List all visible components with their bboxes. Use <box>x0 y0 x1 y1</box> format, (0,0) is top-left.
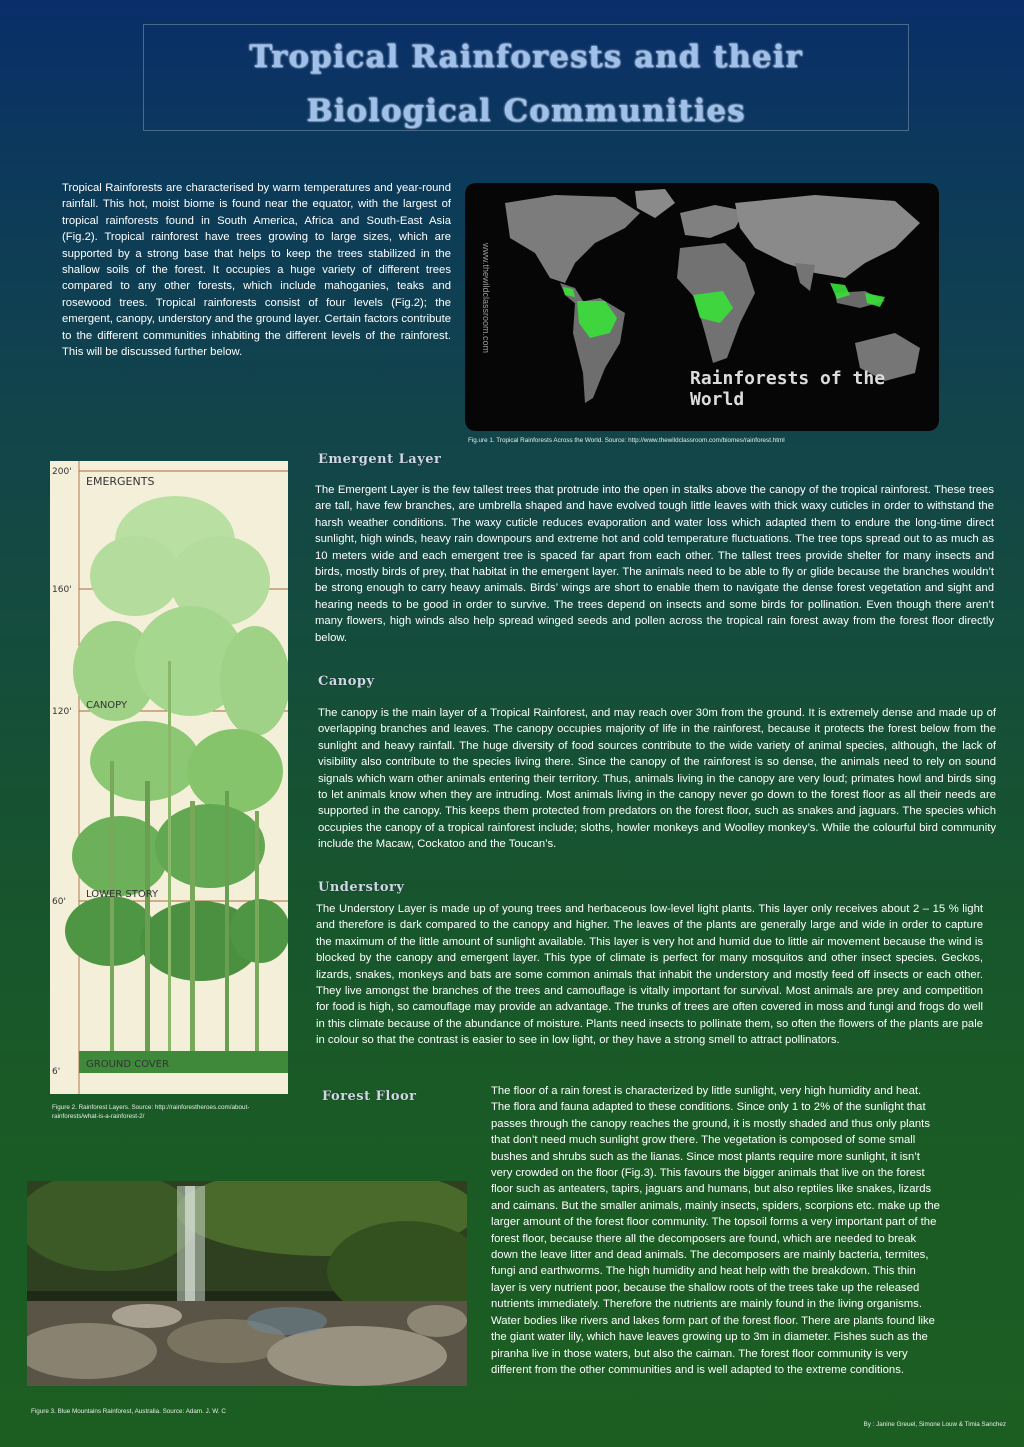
height-160: 160' <box>52 585 72 595</box>
label-emergents: EMERGENTS <box>86 475 155 488</box>
forest-floor-paragraph: The floor of a rain forest is characterized by little sunlight, very high humidity and heat. The flora and fauna adapted to these conditions. Since only 1 to 2% of the sunlight that passes through the canopy reaches the ground, it is mostly shaded and thus only plants that don’t need much sunlight grow there. The vegetation is composed of some small bushes and shrubs such as the lianas. Since most plants require more sunlight, it isn’t very crowded on the floor (Fig.3). This favours the bigger animals that live on the forest floor such as anteaters, tapirs, jaguars and humans, but also reptiles like snakes, lizards and caimans. But the smaller animals, mainly insects, spiders, scorpions etc. make up the larger amount of the forest floor community. The topsoil forms a very important part of the forest floor, because there all the decomposers are found, which are needed to break down the leave litter and dead animals. The decomposers are mainly bacteria, termites, fungi and earthworms. The high humidity and heat help with the breakdown. This thin layer is very nutrient poor, because the shallow roots of the trees take up the released nutrients immediately. Therefore the nutrients are mainly found in the living organisms. Water bodies like rivers and lakes form part of the forest floor. There are plants found like the giant water lily, which have leaves growing up to 3m in diameter. Fishes such as the piranha live in those waters, but also the caiman. The forest floor community is very different from the other communities and is well adapted to the extreme conditions. <box>491 1085 940 1376</box>
height-200: 200' <box>52 467 72 477</box>
rainforest-layers-figure <box>50 461 288 1094</box>
page-title-line-1: Tropical Rainforests and their <box>249 39 803 75</box>
height-120: 120' <box>52 707 72 717</box>
height-60: 60' <box>52 897 66 907</box>
heading-forest-floor: Forest Floor <box>322 1089 417 1104</box>
intro-paragraph: Tropical Rainforests are characterised by warm temperatures and year-round rainfall. This hot, moist biome is found near the equator, with the largest of tropical rainforests found in South America, Africa and South-East Asia (Fig.2). Tropical rainforest have trees growing to large sizes, which are supported by a strong base that helps to keep the trees stabilized in the shallow soils of the forest. It occupies a huge variety of different trees compared to any other forests, which include mahoganies, teaks and rosewood trees. Tropical rainforests consist of four levels (Fig.2); the emergent, canopy, understory and the ground layer. Certain factors contribute to the different communities inhabiting the different levels of the rainforest. This will be discussed further below. <box>62 182 451 359</box>
page-title-line-2: Biological Communities <box>306 93 746 129</box>
understory-paragraph: The Understory Layer is made up of young trees and herbaceous low-level light plants. This layer only receives about 2 – 15 % light and therefore is dark compared to the canopy and higher. The leaves of the plants are generally large and wide in order to capture the maximum of the little amount of sunlight available. This layer is very hot and humid due to little air movement because the wind is blocked by the canopy and emergent layer. This type of climate is perfect for many mosquitos and other insect species. Geckos, lizards, snakes, monkeys and bats are some common animals that inhabit the understory and mostly feed off insects or each other. They live amongst the branches of the trees and camouflage is vitally important for survival. Most animals are prey and competition for food is high, so camouflage may provide an advantage. The trunks of trees are often covered in moss and fungi and frogs do well in this climate because of the abundance of moisture. Plants need insects to pollinate them, so often the flowers of the plants are pale in colour so that the contrast is easier to see in low light, or they have a strong smell to attract pollinators. <box>316 903 983 1047</box>
figure-3-caption: Figure 3. Blue Mountains Rainforest, Australia. Source: Adam. J. W. C <box>31 1408 226 1415</box>
map-title: Rainforests of the World <box>690 368 886 410</box>
figure-2-caption: Figure 2. Rainforest Layers. Source: http://rainforestheroes.com/about-rainforests/what-is-a-rainforest-2/ <box>52 1104 250 1120</box>
map-watermark: www.thewildclassroom.com <box>481 242 491 354</box>
canopy-paragraph: The canopy is the main layer of a Tropical Rainforest, and may reach over 30m from the ground. It is extremely dense and made up of overlapping branches and leaves. The canopy occupies majority of life in the rainforest, because it protects the forest below from the sunlight and heavy rainfall. The huge diversity of food sources contribute to the wide variety of animal species, although, the lack of visibility also contribute to the species living there. Since the canopy of the rainforest is so dense, the animals need to rely on sound signals which warn other animals entering their territory. Thus, animals living in the canopy are very loud; primates howl and birds sing to let animals know when they are intruding. Most animals living in the canopy never go down to the forest floor as all their needs are supported in the canopy. This keeps them protected from predators on the forest floor, such as snakes and jaguars. The species which occupies the canopy of a tropical rainforest include; sloths, howler monkeys and Woolley monkey’s. While the colourful bird community include the Macaw, Cockatoo and the Toucan’s. <box>318 707 996 851</box>
title-box <box>143 24 909 131</box>
blue-mountains-photo <box>27 1181 467 1386</box>
label-lower-story: LOWER STORY <box>86 889 159 900</box>
layers-graphic <box>50 461 288 1094</box>
byline: By : Janine Greuel, Simone Louw & Timia Sanchez <box>863 1421 1006 1428</box>
world-map-figure <box>465 183 939 431</box>
forest-floor-graphic <box>27 1181 467 1386</box>
label-ground-cover: GROUND COVER <box>86 1059 170 1070</box>
figure-1-caption: Fig.ure 1. Tropical Rainforests Across the World. Source: http://www.thewildclassroom.com/biomes/rainforest.html <box>468 437 785 444</box>
heading-emergent-layer: Emergent Layer <box>318 452 442 467</box>
label-canopy: CANOPY <box>86 700 128 711</box>
height-6: 6' <box>52 1067 61 1077</box>
heading-canopy: Canopy <box>318 674 375 689</box>
heading-understory: Understory <box>318 880 405 895</box>
emergent-paragraph: The Emergent Layer is the few tallest trees that protrude into the open in stalks above the canopy of the tropical rainforest. These trees are tall, have few branches, are umbrella shaped and have evolved tough little leaves with thick waxy cuticles in order to withstand the harsh weather conditions. The waxy cuticle reduces evaporation and water loss which adapted them to endure the long-time direct sunlight, high winds, heavy rain downpours and extreme hot and cold temperature fluctuations. The tree tops spread out to as much as 10 meters wide and each emergent tree is spaced far apart from each other. The tallest trees provide shelter for many insects and birds, mostly birds of prey, that habitat in the emergent layer. The animals need to be able to fly or glide because the branches wouldn’t be strong enough to carry heavy animals. Birds’ wings are short to enable them to navigate the dense forest vegetation and sight and hearing needs to be good in order to survive. The trees depend on insects and some birds for pollination. Even though there aren’t many flowers, high winds also help spread winged seeds and pollen across the tropical rain forest away from the forest floor directly below. <box>315 484 994 644</box>
